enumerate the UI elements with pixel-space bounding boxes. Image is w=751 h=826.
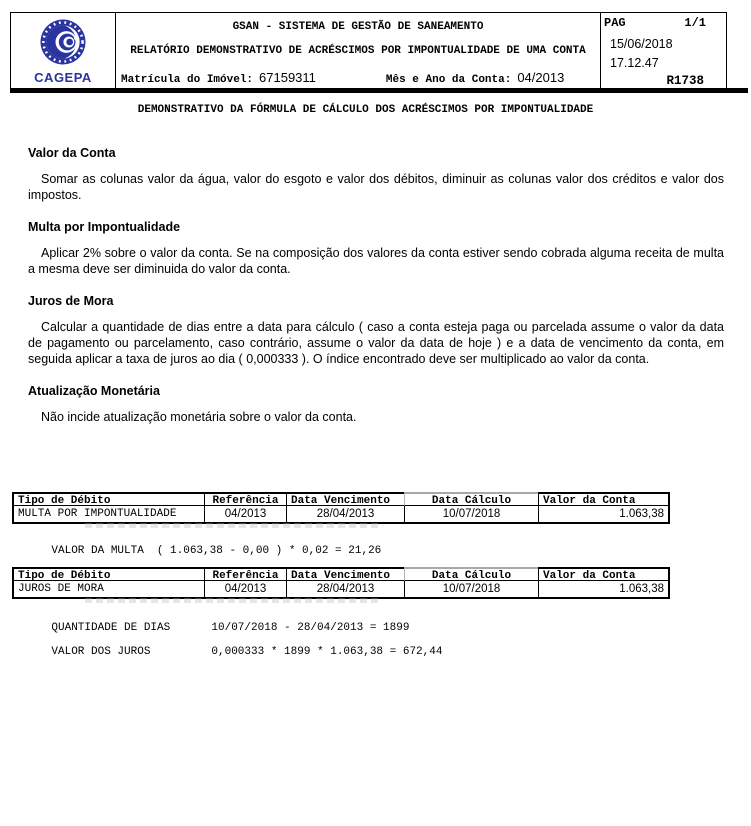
matricula-value: 67159311 [259,70,316,85]
col-header-tipo-debito: Tipo de Débito [14,492,204,506]
header-meta-row [116,70,600,86]
cell-tipo-debito: JUROS DE MORA [18,583,104,595]
section-heading-valor-da-conta: Valor da Conta [28,146,116,160]
page-info-cell [601,13,726,89]
report-title: RELATÓRIO DEMONSTRATIVO DE ACRÉSCIMOS POR IMPONTUALIDADE DE UMA CONTA [130,45,586,57]
section-body-atualizacao: Não incide atualização monetária sobre o valor da conta. [41,410,357,424]
section-body-multa: Aplicar 2% sobre o valor da conta. Se na composição dos valores da conta estiver sendo cobrada alguma receita de multa a mesma deve ser diminuida do valor da conta. [28,246,724,276]
table-header-row [14,567,668,581]
section-heading-juros: Juros de Mora [28,294,114,308]
col-header-tipo-debito: Tipo de Débito [14,567,204,581]
cell-tipo-debito: MULTA POR IMPONTUALIDADE [18,508,177,520]
section-body-valor-da-conta: Somar as colunas valor da água, valor do esgoto e valor dos débitos, diminuir as colunas valor dos créditos e valor dos impostos. [28,172,724,202]
col-header-valor-conta: Valor da Conta [538,492,668,506]
print-artifact [85,598,380,603]
col-header-valor-conta: Valor da Conta [538,567,668,581]
formula-label: QUANTIDADE DE DIAS [51,622,171,634]
multa-table [12,492,670,524]
cagepa-logo-icon [38,17,88,72]
print-time: 17.12.47 [610,56,659,70]
page-number-row [601,13,726,30]
print-artifact [85,523,380,528]
cell-referencia: 04/2013 [204,506,286,522]
cell-valor-conta: 1.063,38 [538,506,668,522]
system-title: GSAN - SISTEMA DE GESTÃO DE SANEAMENTO [232,21,484,33]
section-body-juros: Calcular a quantidade de dias entre a data para cálculo ( caso a conta esteja paga ou parcelada assume o valor da data de pagamento ou parcelamento, caso contrário, assume o valor da data de hoje ) e a data de vencimento da conta, em seguida aplicar a taxa de juros ao dia ( 0,000333 ). O índice encontrado deve ser multiplicado ao valor da conta. [28,320,724,366]
section-heading-atualizacao: Atualização Monetária [28,384,160,398]
cell-data-calculo: 10/07/2018 [404,581,538,597]
formula-expression: ( 1.063,38 - 0,00 ) * 0,02 = 21,26 [156,545,382,557]
cell-data-vencimento: 28/04/2013 [286,506,404,522]
cell-referencia: 04/2013 [204,581,286,597]
print-date: 15/06/2018 [610,37,673,51]
formula-label: VALOR DOS JUROS [51,646,151,658]
cell-valor-conta: 1.063,38 [538,581,668,597]
mes-ano-value: 04/2013 [517,70,565,85]
matricula-label: Matrícula do Imóvel: [121,74,254,86]
header-title-cell [116,13,601,89]
pag-label: PAG [604,16,626,30]
section-heading-multa: Multa por Impontualidade [28,220,181,234]
col-header-data-calculo: Data Cálculo [404,492,538,506]
mes-ano-label: Mês e Ano da Conta: [385,74,512,86]
col-header-data-calculo: Data Cálculo [404,567,538,581]
pag-value: 1/1 [684,16,706,30]
cell-data-vencimento: 28/04/2013 [286,581,404,597]
logo-text: CAGEPA [34,70,92,85]
cell-data-calculo: 10/07/2018 [404,506,538,522]
formula-expression: 10/07/2018 - 28/04/2013 = 1899 [211,622,410,634]
report-code: R1738 [666,74,704,88]
logo-cell [11,13,116,89]
explanation-sections [28,146,724,425]
formula-label: VALOR DA MULTA [51,545,144,557]
col-header-data-vencimento: Data Vencimento [286,492,404,506]
table-data-row [14,581,668,597]
col-header-referencia: Referência [204,567,286,581]
col-header-referencia: Referência [204,492,286,506]
table-header-row [14,492,668,506]
report-header [10,12,727,90]
col-header-data-vencimento: Data Vencimento [286,567,404,581]
formula-expression: 0,000333 * 1899 * 1.063,38 = 672,44 [211,646,443,658]
valor-juros-formula [25,634,442,670]
document-title: DEMONSTRATIVO DA FÓRMULA DE CÁLCULO DOS ACRÉSCIMOS POR IMPONTUALIDADE [137,104,594,116]
header-divider [10,88,748,93]
table-data-row [14,506,668,522]
valor-multa-formula [25,533,381,569]
juros-table [12,567,670,599]
